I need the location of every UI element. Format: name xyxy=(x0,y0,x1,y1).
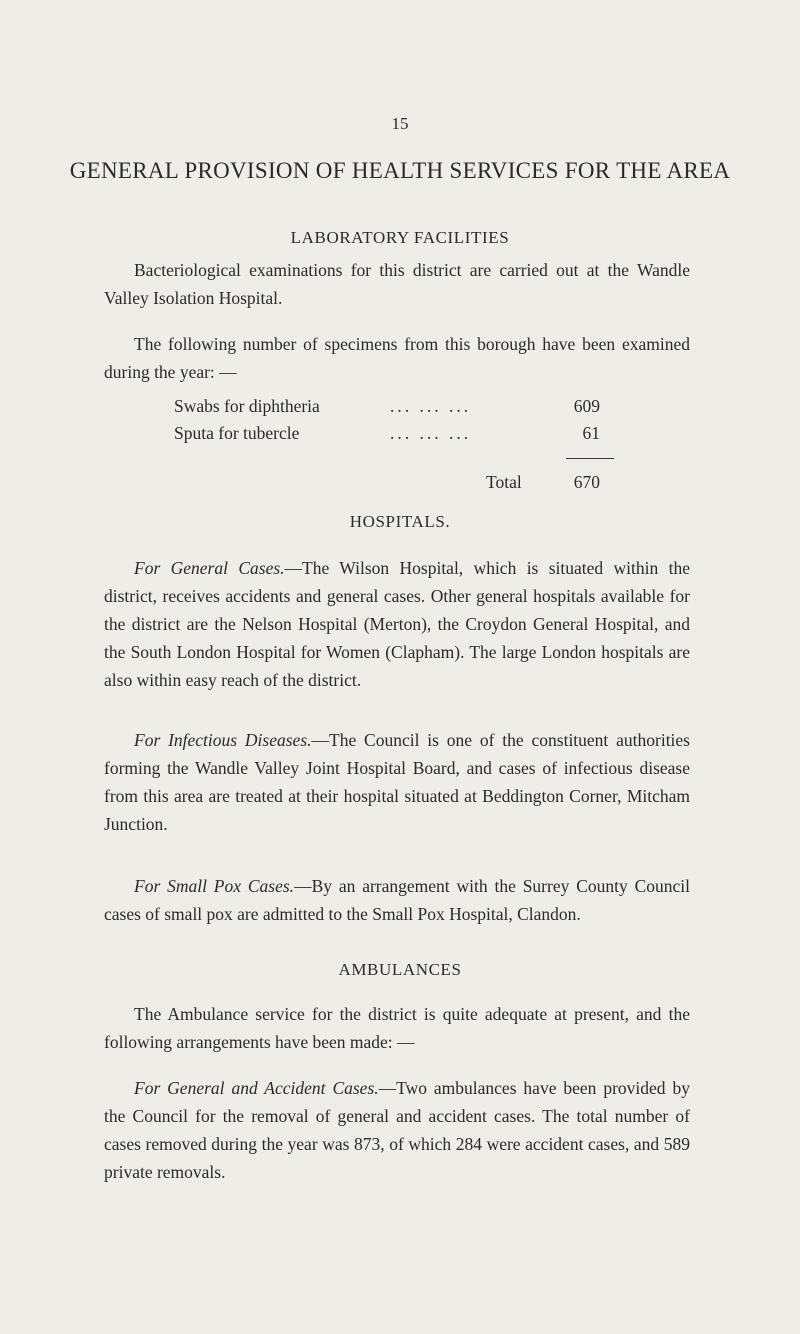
text-general-cases: —The Wilson Hospital, which is situated within the district, receives accidents and general cases. Other general hospitals available for the district are the Nelson Hospital (Merton), the Croydon General Hospital, and the South London Hospital for Women (Clapham). The large London hospitals are also within easy reach of the district. xyxy=(104,558,691,690)
total-divider xyxy=(566,458,614,459)
paragraph-general-accident-cases xyxy=(104,1074,690,1186)
total-label: Total xyxy=(486,472,522,492)
paragraph-bacteriological-examinations: Bacteriological examinations for this district are carried out at the Wandle Valley Isolation Hospital. xyxy=(104,260,690,308)
heading-ambulances: AMBULANCES xyxy=(338,960,462,979)
paragraph-general-cases xyxy=(104,554,690,694)
lead-general-cases: For General Cases. xyxy=(134,558,285,578)
text-small-pox: —By an arrangement with the Surrey County Council cases of small pox are admitted to the Small Pox Hospital, Clandon. xyxy=(104,876,690,924)
specimen-row xyxy=(174,423,600,447)
page-title: GENERAL PROVISION OF HEALTH SERVICES FOR THE AREA xyxy=(69,158,731,183)
text-general-accident-cases: —Two ambulances have been provided by the Council for the removal of general and accident cases. The total number of cases removed during the year was 873, of which 284 were accident cases, and 589 private removals. xyxy=(104,1078,690,1182)
heading-hospitals: HOSPITALS. xyxy=(349,512,451,531)
paragraph-infectious-diseases xyxy=(104,726,690,838)
leader-dots: ... ... ... xyxy=(390,423,472,443)
specimen-count: 61 xyxy=(582,423,600,443)
text-infectious-diseases: —The Council is one of the constituent authorities forming the Wandle Valley Joint Hospital Board, and cases of infectious disease from this area are treated at their hospital situated at Beddington Corner, Mitcham Junction. xyxy=(104,730,690,834)
specimen-count: 609 xyxy=(573,396,600,416)
lead-infectious-diseases: For Infectious Diseases. xyxy=(134,730,312,750)
page-number: 15 xyxy=(391,114,409,133)
specimen-row xyxy=(174,396,600,420)
paragraph-ambulance-service: The Ambulance service for the district is quite adequate at present, and the following arrangements have been made: — xyxy=(104,1004,690,1052)
leader-dots: ... ... ... xyxy=(390,396,472,416)
total-value: 670 xyxy=(573,472,600,492)
specimen-label: Swabs for diphtheria xyxy=(174,396,320,416)
paragraph-specimens-intro: The following number of specimens from this borough have been examined during the year: — xyxy=(104,334,690,382)
heading-laboratory-facilities: LABORATORY FACILITIES xyxy=(290,228,510,247)
specimen-label: Sputa for tubercle xyxy=(174,423,300,443)
lead-small-pox: For Small Pox Cases. xyxy=(134,876,295,896)
paragraph-small-pox xyxy=(104,872,690,928)
lead-general-accident-cases: For General and Accident Cases. xyxy=(134,1078,379,1098)
